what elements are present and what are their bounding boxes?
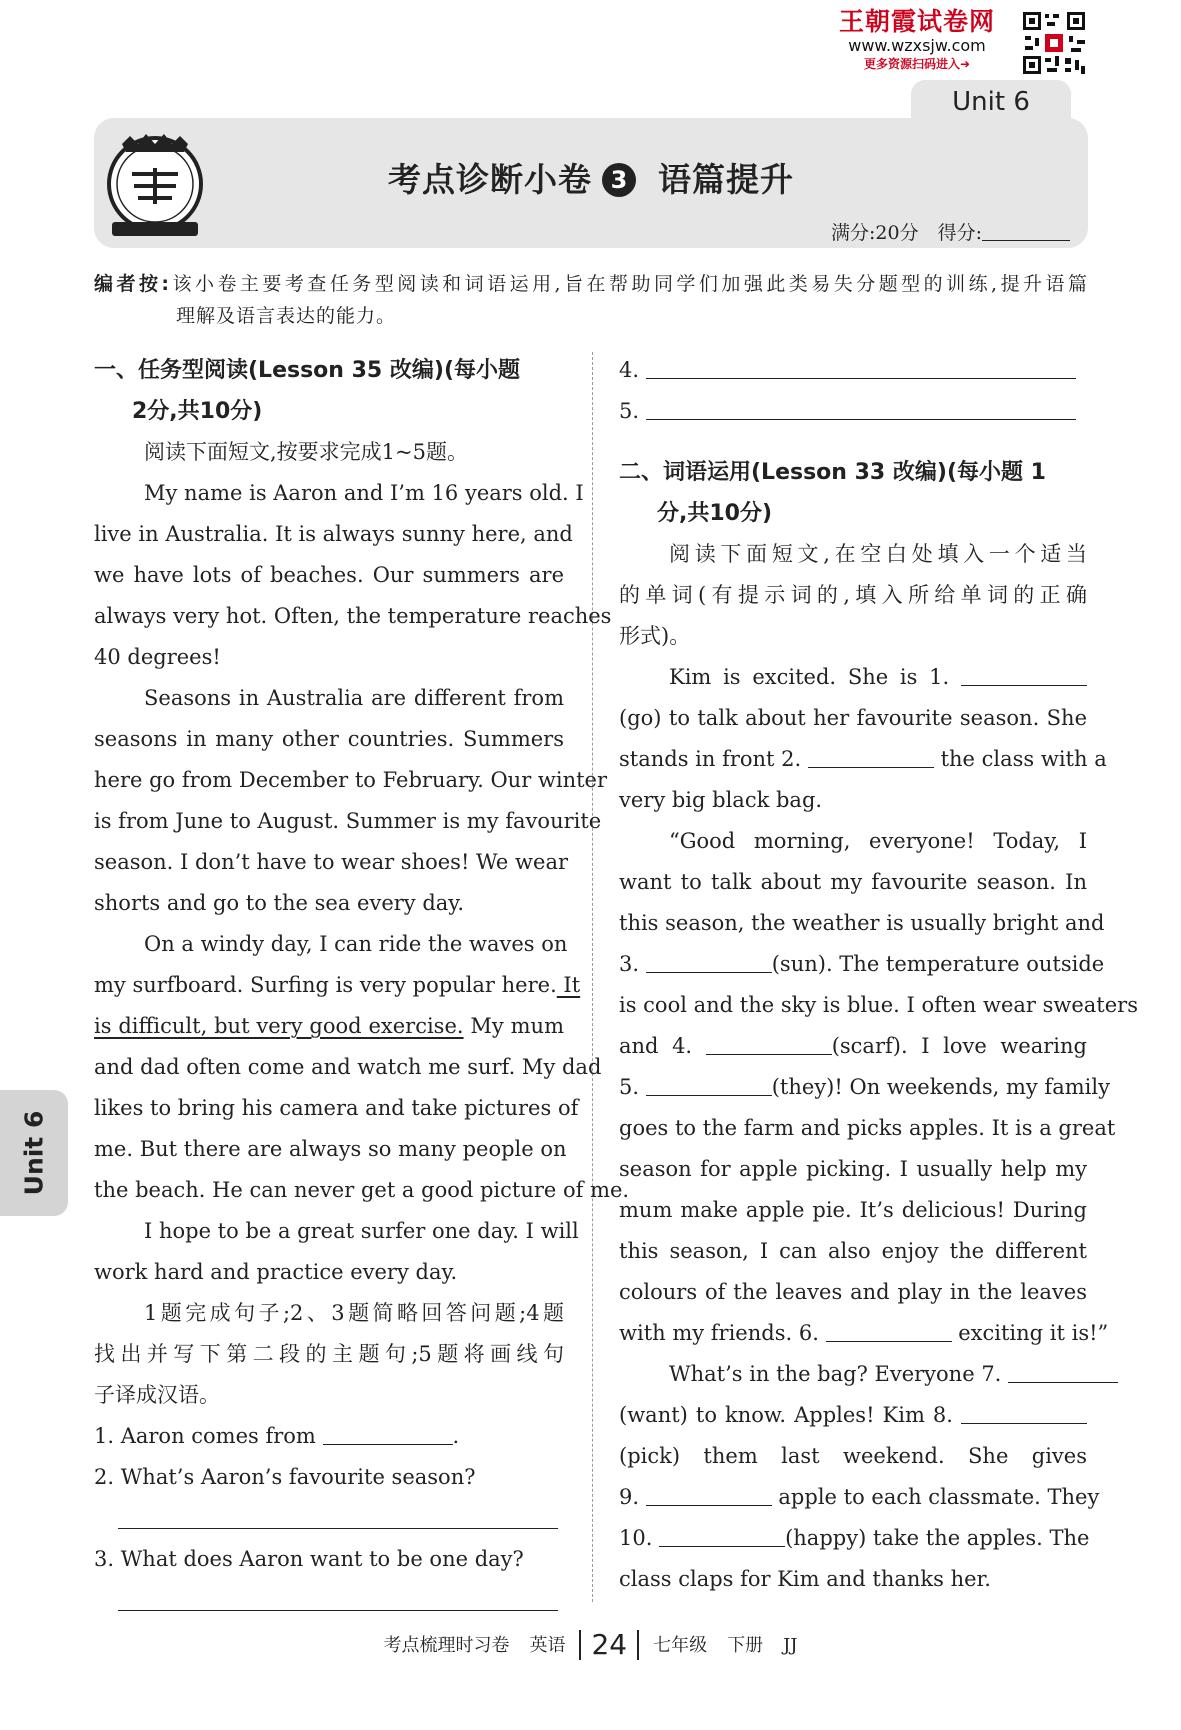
- passage-line: goes to the farm and picks apples. It is a great: [619, 1116, 1116, 1140]
- question-5: 5.: [619, 391, 1087, 432]
- section-1-heading: 一、任务型阅读(Lesson 35 改编)(每小题: [94, 358, 521, 383]
- passage-line: stands in front 2. the class with a: [619, 747, 1107, 771]
- passage-line: this season, the weather is usually bright and: [619, 911, 1105, 935]
- question-1: 1. Aaron comes from .: [94, 1424, 460, 1448]
- passage-line: 5. (they)! On weekends, my family: [619, 1075, 1110, 1099]
- answer-line[interactable]: [118, 1580, 558, 1611]
- page-title: [94, 154, 1088, 201]
- passage-line: On a windy day, I can ride the waves on: [144, 932, 568, 956]
- passage-line: always very hot. Often, the temperature reaches: [94, 604, 612, 628]
- requirement-line: 子译成汉语。: [94, 1383, 220, 1407]
- page-footer: [0, 1630, 1181, 1660]
- title-number-badge: 3: [602, 163, 636, 197]
- passage-line: 3. (sun). The temperature outside: [619, 952, 1105, 976]
- passage-line: Seasons in Australia are different from: [144, 686, 564, 710]
- score-blank[interactable]: [982, 222, 1070, 241]
- footer-edition: JJ: [783, 1635, 798, 1656]
- footer-subject: 英语: [529, 1635, 566, 1656]
- passage-line: we have lots of beaches. Our summers are: [94, 563, 564, 587]
- answer-blank[interactable]: [1008, 1360, 1118, 1383]
- passage-line: want to talk about my favourite season. In: [619, 870, 1087, 894]
- passage-line: here go from December to February. Our winter: [94, 768, 608, 792]
- passage-line: with my friends. 6. exciting it is!”: [619, 1321, 1109, 1345]
- score-label: 满分:20分 得分:: [831, 222, 982, 244]
- answer-blank[interactable]: [826, 1319, 952, 1342]
- brand-block: [827, 8, 1087, 78]
- answer-line[interactable]: [118, 1498, 558, 1529]
- passage-line: this season, I can also enjoy the different: [619, 1239, 1087, 1263]
- passage-line: Kim is excited. She is 1.: [619, 657, 1087, 698]
- brand-url[interactable]: www.wzxsjw.com: [848, 36, 986, 55]
- passage-line: and dad often come and watch me surf. My dad: [94, 1055, 602, 1079]
- underlined-sentence: is difficult, but very good exercise.: [94, 1014, 464, 1038]
- answer-blank[interactable]: [706, 1032, 832, 1055]
- answer-blank[interactable]: [646, 950, 772, 973]
- note-line-2: 理解及语言表达的能力。: [176, 305, 397, 327]
- answer-blank[interactable]: [961, 663, 1087, 686]
- answer-line[interactable]: [646, 397, 1076, 420]
- footer-grade: 七年级: [653, 1635, 708, 1656]
- side-unit-tab: [0, 1090, 68, 1216]
- passage-line: 40 degrees!: [94, 645, 221, 669]
- passage-line: 10. (happy) take the apples. The: [619, 1526, 1090, 1550]
- page-number: 24: [579, 1630, 639, 1660]
- passage-line: is from June to August. Summer is my favourite: [94, 809, 602, 833]
- score-line: [831, 218, 1070, 245]
- passage-line: class claps for Kim and thanks her.: [619, 1567, 991, 1591]
- passage-line: is cool and the sky is blue. I often wear sweaters: [619, 993, 1138, 1017]
- answer-blank[interactable]: [808, 745, 934, 768]
- question-4: 4.: [619, 350, 1087, 391]
- passage-line: What’s in the bag? Everyone 7.: [619, 1354, 1087, 1395]
- footer-volume: 下册: [727, 1635, 764, 1656]
- section-1-heading-cont: 2分,共10分): [132, 399, 263, 424]
- requirement-line: 找出并写下第二段的主题句;5题将画线句: [94, 1342, 564, 1366]
- underlined-sentence: It: [556, 973, 581, 997]
- section-2-instruction: 形式)。: [619, 624, 691, 648]
- passage-line: the beach. He can never get a good picture of me.: [94, 1178, 630, 1202]
- requirement-line: 1题完成句子;2、3题简略回答问题;4题: [144, 1301, 564, 1325]
- question-3: 3. What does Aaron want to be one day?: [94, 1547, 524, 1571]
- passage-line: my surfboard. Surfing is very popular here. It: [94, 973, 581, 997]
- answer-blank[interactable]: [659, 1524, 785, 1547]
- footer-series: 考点梳理时习卷: [383, 1635, 510, 1656]
- passage-line: shorts and go to the sea every day.: [94, 891, 465, 915]
- passage-line: season. I don’t have to wear shoes! We wear: [94, 850, 568, 874]
- passage-line: work hard and practice every day.: [94, 1260, 458, 1284]
- qr-code-icon[interactable]: [1021, 10, 1087, 76]
- passage-line: My name is Aaron and I’m 16 years old. I: [144, 481, 584, 505]
- passage-line: (pick) them last weekend. She gives: [619, 1444, 1087, 1468]
- passage-line: I hope to be a great surfer one day. I will: [144, 1219, 579, 1243]
- section-2-heading-cont: 分,共10分): [657, 501, 773, 526]
- passage-line: very big black bag.: [619, 788, 823, 812]
- passage-line: 9. apple to each classmate. They: [619, 1485, 1100, 1509]
- note-label: 编者按:: [94, 273, 171, 295]
- passage-line: mum make apple pie. It’s delicious! During: [619, 1198, 1087, 1222]
- section-1-instruction: 阅读下面短文,按要求完成1~5题。: [144, 440, 468, 464]
- question-2: 2. What’s Aaron’s favourite season?: [94, 1465, 476, 1489]
- passage-line: seasons in many other countries. Summers: [94, 727, 564, 751]
- note-line-1: 编者按:该小卷主要考查任务型阅读和词语运用,旨在帮助同学们加强此类易失分题型的训练,提升语篇: [94, 273, 1088, 295]
- passage-line: likes to bring his camera and take pictures of: [94, 1096, 579, 1120]
- section-2-instruction: 的单词(有提示词的,填入所给单词的正确: [619, 583, 1087, 607]
- title-prefix: 考点诊断小卷: [388, 160, 592, 199]
- passage-line: live in Australia. It is always sunny here, and: [94, 522, 573, 546]
- passage-line: “Good morning, everyone! Today, I: [669, 829, 1087, 853]
- passage-line: (want) to know. Apples! Kim 8.: [619, 1395, 1087, 1436]
- passage-line: colours of the leaves and play in the leaves: [619, 1280, 1087, 1304]
- answer-blank[interactable]: [646, 1483, 772, 1506]
- column-divider: [592, 352, 593, 1602]
- section-2-instruction: 阅读下面短文,在空白处填入一个适当: [669, 542, 1087, 566]
- unit-tab: Unit 6: [911, 80, 1071, 124]
- passage-line: is difficult, but very good exercise. My mum: [94, 1014, 564, 1038]
- passage-line: (go) to talk about her favourite season. She: [619, 706, 1087, 730]
- right-column: [619, 350, 1138, 1600]
- title-suffix: 语篇提升: [658, 160, 794, 199]
- passage-line: season for apple picking. I usually help my: [619, 1157, 1087, 1181]
- side-unit-label: Unit 6: [19, 1110, 49, 1196]
- section-2-heading: 二、词语运用(Lesson 33 改编)(每小题 1: [619, 460, 1046, 485]
- brand-name: 王朝霞试卷网: [838, 7, 995, 36]
- answer-blank[interactable]: [646, 1073, 772, 1096]
- answer-line[interactable]: [646, 356, 1076, 379]
- answer-blank[interactable]: [323, 1422, 453, 1445]
- left-column: [94, 350, 630, 1611]
- answer-blank[interactable]: [961, 1401, 1087, 1424]
- editor-note: [94, 268, 1088, 332]
- passage-line: me. But there are always so many people on: [94, 1137, 567, 1161]
- brand-tip: 更多资源扫码进入➜: [863, 57, 971, 71]
- passage-line: and 4. (scarf). I love wearing: [619, 1034, 1087, 1058]
- header-band: [94, 118, 1088, 248]
